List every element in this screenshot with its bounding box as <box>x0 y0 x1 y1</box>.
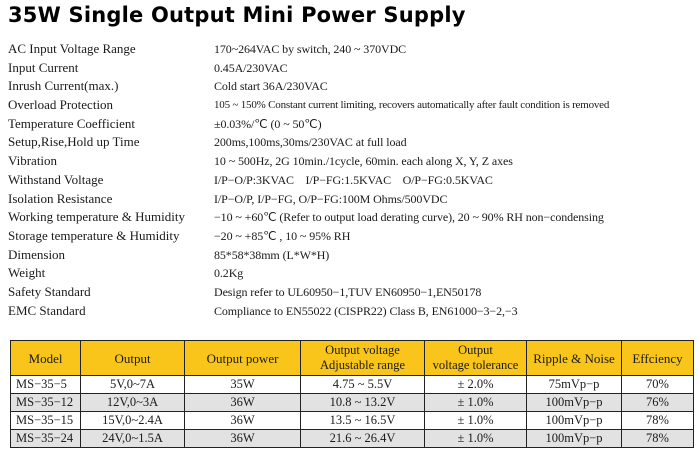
spec-row-storage-temp <box>8 227 698 246</box>
spec-row-dimension <box>8 246 698 265</box>
cell-output: 5V,0~7A <box>81 376 185 394</box>
cell-power: 36W <box>185 430 301 448</box>
cell-adjustable-range: 21.6 ~ 26.4V <box>301 430 425 448</box>
cell-tolerance: ± 2.0% <box>425 376 527 394</box>
header-output-power: Output power <box>185 341 301 376</box>
spec-value: Compliance to EN55022 (CISPR22) Class B, EN61000−3−2,−3 <box>214 303 518 318</box>
spec-value: Cold start 36A/230VAC <box>214 79 328 94</box>
cell-model: MS−35−12 <box>11 394 81 412</box>
spec-label: Isolation Resistance <box>8 190 113 206</box>
header-voltage-tolerance <box>425 341 527 376</box>
spec-row-withstand-voltage <box>8 171 698 190</box>
spec-label: Input Current <box>8 59 79 75</box>
spec-label: Dimension <box>8 246 66 262</box>
header-output: Output <box>81 341 185 376</box>
cell-ripple: 100mVp−p <box>527 430 622 448</box>
cell-ripple: 75mVp−p <box>527 376 622 394</box>
spec-label: EMC Standard <box>8 302 86 318</box>
cell-model: MS−35−24 <box>11 430 81 448</box>
header-tolerance-line1: Output <box>458 343 493 357</box>
header-efficiency: Effciency <box>622 341 694 376</box>
spec-row-vibration <box>8 152 698 171</box>
cell-efficiency: 76% <box>622 394 694 412</box>
spec-value: I/P−O/P, I/P−FG, O/P−FG:100M Ohms/500VDC <box>214 191 448 206</box>
header-adjustable-range <box>301 341 425 376</box>
spec-row-ac-input <box>8 40 698 59</box>
cell-ripple: 100mVp−p <box>527 412 622 430</box>
spec-value: Design refer to UL60950−1,TUV EN60950−1,EN50178 <box>214 284 482 299</box>
header-adjustable-line2: Adjustable range <box>319 358 406 372</box>
spec-value: 105 ~ 150% Constant current limiting, recovers automatically after fault condition is removed <box>214 99 610 112</box>
header-ripple-noise: Ripple & Noise <box>527 341 622 376</box>
spec-value: 85*58*38mm (L*W*H) <box>214 247 330 262</box>
spec-value: 0.2Kg <box>214 266 244 281</box>
spec-value: 170~264VAC by switch, 240 ~ 370VDC <box>214 42 407 56</box>
model-table <box>10 340 694 448</box>
table-row <box>11 412 694 430</box>
cell-power: 36W <box>185 412 301 430</box>
header-tolerance-line2: voltage tolerance <box>432 358 519 372</box>
table-row <box>11 394 694 412</box>
spec-value: 200ms,100ms,30ms/230VAC at full load <box>214 135 407 150</box>
table-header-row <box>11 341 694 376</box>
spec-value: −10 ~ +60℃ (Refer to output load derating curve), 20 ~ 90% RH non−condensing <box>214 210 604 225</box>
spec-label: Temperature Coefficient <box>8 115 135 131</box>
cell-output: 15V,0~2.4A <box>81 412 185 430</box>
spec-list <box>8 40 698 320</box>
table-row <box>11 376 694 394</box>
spec-label: Working temperature & Humidity <box>8 209 185 225</box>
spec-row-weight <box>8 264 698 283</box>
spec-label: Withstand Voltage <box>8 171 104 187</box>
header-model: Model <box>11 341 81 376</box>
spec-label: Storage temperature & Humidity <box>8 227 180 243</box>
spec-row-overload <box>8 96 698 115</box>
spec-row-safety <box>8 283 698 302</box>
cell-model: MS−35−5 <box>11 376 81 394</box>
spec-row-setup-time <box>8 133 698 152</box>
spec-value: ±0.03%/℃ (0 ~ 50℃) <box>214 116 322 131</box>
spec-row-input-current <box>8 59 698 78</box>
spec-label: AC Input Voltage Range <box>8 41 136 56</box>
cell-adjustable-range: 13.5 ~ 16.5V <box>301 412 425 430</box>
cell-efficiency: 78% <box>622 430 694 448</box>
spec-value: −20 ~ +85℃ , 10 ~ 95% RH <box>214 228 351 243</box>
spec-label: Safety Standard <box>8 283 91 299</box>
spec-row-isolation <box>8 190 698 209</box>
page-title: 35W Single Output Mini Power Supply <box>8 3 466 27</box>
cell-power: 36W <box>185 394 301 412</box>
spec-label: Setup,Rise,Hold up Time <box>8 134 140 150</box>
spec-row-emc <box>8 302 698 321</box>
spec-row-temp-coefficient <box>8 115 698 134</box>
spec-row-inrush-current <box>8 77 698 96</box>
cell-tolerance: ± 1.0% <box>425 430 527 448</box>
spec-label: Vibration <box>8 153 58 169</box>
spec-value: 10 ~ 500Hz, 2G 10min./1cycle, 60min. each along X, Y, Z axes <box>214 154 513 169</box>
table-row <box>11 430 694 448</box>
header-adjustable-line1: Output voltage <box>325 343 400 357</box>
spec-value: I/P−O/P:3KVAC I/P−FG:1.5KVAC O/P−FG:0.5KVAC <box>214 172 493 187</box>
cell-output: 12V,0~3A <box>81 394 185 412</box>
spec-row-working-temp <box>8 208 698 227</box>
spec-label: Weight <box>8 265 46 281</box>
cell-power: 35W <box>185 376 301 394</box>
cell-efficiency: 78% <box>622 412 694 430</box>
spec-label: Inrush Current(max.) <box>8 78 119 94</box>
cell-tolerance: ± 1.0% <box>425 412 527 430</box>
cell-tolerance: ± 1.0% <box>425 394 527 412</box>
spec-value: 0.45A/230VAC <box>214 60 288 75</box>
cell-model: MS−35−15 <box>11 412 81 430</box>
spec-label: Overload Protection <box>8 97 114 113</box>
cell-ripple: 100mVp−p <box>527 394 622 412</box>
cell-output: 24V,0~1.5A <box>81 430 185 448</box>
cell-adjustable-range: 4.75 ~ 5.5V <box>301 376 425 394</box>
cell-efficiency: 70% <box>622 376 694 394</box>
cell-adjustable-range: 10.8 ~ 13.2V <box>301 394 425 412</box>
